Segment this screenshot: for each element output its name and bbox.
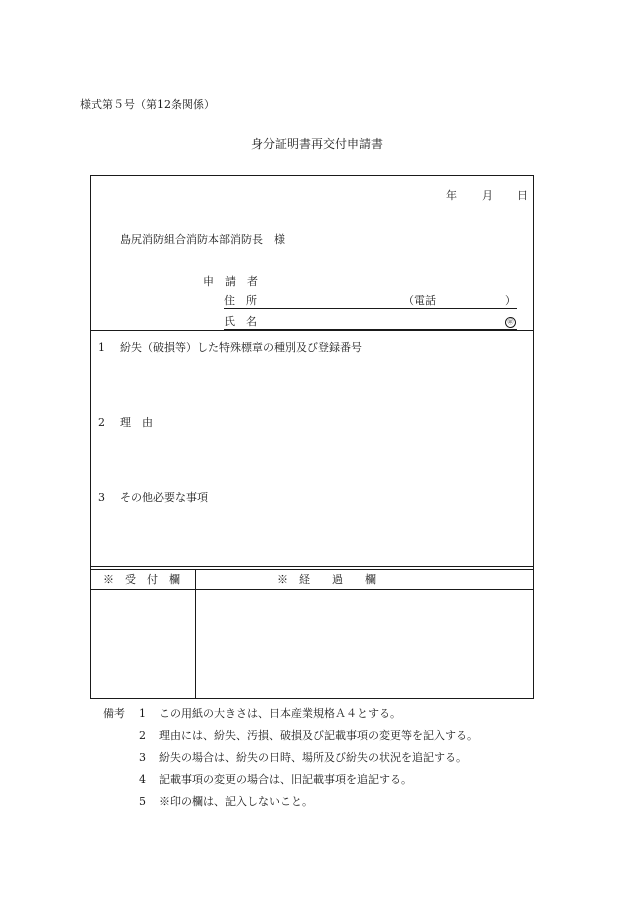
applicant-label: 申 請 者 [203,275,258,288]
form-number: 様式第５号（第12条関係） [80,98,215,111]
progress-header: ※ 経 過 欄 [277,573,376,586]
note-number: 2 [139,728,146,742]
date-day-label: 日 [517,189,528,202]
note-text: この用紙の大きさは、日本産業規格Ａ４とする。 [159,707,401,720]
double-divider-bottom [90,569,534,570]
name-label: 氏 名 [224,315,257,328]
note-row [103,746,478,768]
note-number: 4 [139,772,146,786]
section-3-text: その他必要な事項 [120,491,208,504]
note-text: 理由には、紛失、汚損、破損及び記載事項の変更等を記入する。 [159,729,478,742]
note-text: 紛失の場合は、紛失の日時、場所及び紛失の状況を追記する。 [159,751,467,764]
note-number: 3 [139,750,146,764]
table-header-divider [90,589,534,590]
seal-mark-text: ㊞ [507,319,514,326]
seal-mark [505,317,516,328]
note-text: 記載事項の変更の場合は、旧記載事項を追記する。 [159,773,412,786]
address-label: 住 所 [224,294,257,307]
section-1-text: 紛失（破損等）した特殊標章の種別及び登録番号 [120,341,362,354]
note-row [103,790,478,812]
section-1-number: 1 [98,341,105,354]
date-month-label: 月 [482,189,493,202]
notes-label: 備考 [103,707,125,720]
note-number: 1 [139,706,146,720]
addressee: 島尻消防組合消防本部消防長 様 [120,233,285,246]
address-underline [224,308,517,309]
applicant-divider [90,330,534,331]
note-number: 5 [139,794,146,808]
notes [103,702,478,812]
phone-label: （電話 [403,294,436,307]
form-title: 身分証明書再交付申請書 [251,137,384,151]
form-frame [90,175,534,699]
note-text: ※印の欄は、記入しないこと。 [159,795,313,808]
double-divider-top [90,566,534,567]
section-2-text: 理 由 [120,416,153,429]
date-year-label: 年 [446,189,457,202]
phone-close-paren: ） [505,294,516,307]
reception-header: ※ 受 付 欄 [103,573,180,586]
section-2-number: 2 [98,416,105,429]
note-row [103,768,478,790]
note-row [103,724,478,746]
section-3-number: 3 [98,491,105,504]
note-row [103,702,478,724]
